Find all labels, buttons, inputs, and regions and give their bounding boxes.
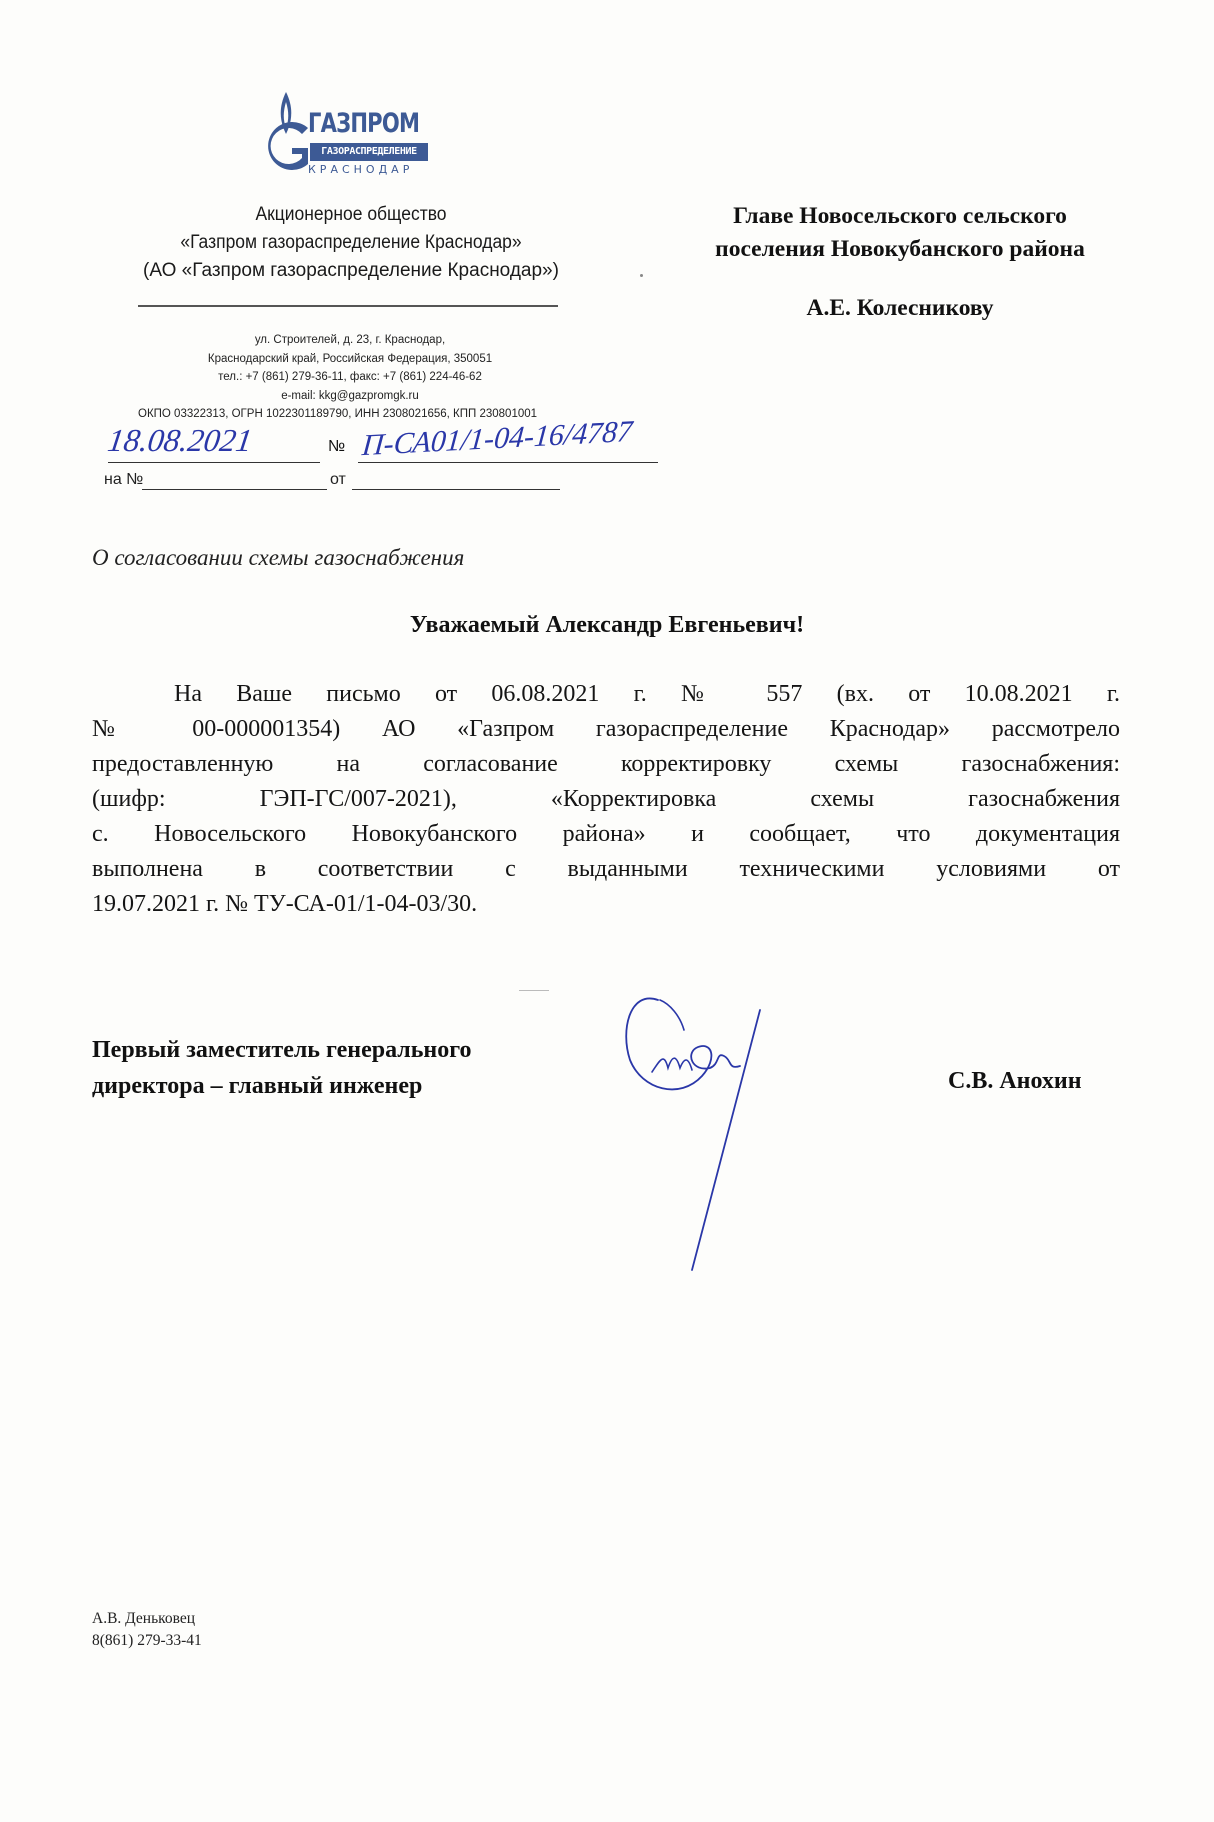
organization-name [110, 201, 592, 285]
organization-address [130, 331, 570, 424]
org-line: Акционерное общество [255, 204, 447, 225]
addressee-name: А.Е. Колесникову [806, 295, 994, 321]
body-line: предоставленную на согласование корректировку схемы газоснабжения: [92, 751, 1120, 777]
logo-wordmark: ГАЗПРОМ [308, 108, 420, 139]
address-line: e-mail: kkg@gazpromgk.ru [281, 389, 419, 402]
ref-number-label: на № [104, 471, 144, 488]
logo-subtitle-band: ГАЗОРАСПРЕДЕЛЕНИЕ [310, 143, 428, 161]
letter-greeting: Уважаемый Александр Евгеньевич! [409, 612, 805, 638]
date-underline [108, 462, 320, 463]
handwritten-reg-number: П-СА01/1-04-16/4787 [360, 414, 634, 463]
registration-codes: ОКПО 03322313, ОГРН 1022301189790, ИНН 2308021656, КПП 230801001 [138, 408, 538, 420]
org-line: (АО «Газпром газораспределение Краснодар») [143, 260, 559, 281]
signatory-title-line: директора – главный инженер [92, 1073, 423, 1099]
reference-row [100, 471, 580, 495]
ref-from-label: от [330, 471, 346, 488]
executor-name: А.В. Деньковец [92, 1610, 196, 1627]
ref-number-blank [142, 489, 327, 490]
handwritten-date: 18.08.2021 [105, 422, 255, 458]
addressee-line: Главе Новосельского сельского [733, 203, 1067, 229]
scan-speck [640, 274, 643, 277]
org-line: «Газпром газораспределение Краснодар» [180, 232, 522, 253]
body-line: 19.07.2021 г. № ТУ-СА-01/1-04-03/30. [92, 891, 478, 917]
body-line: На Ваше письмо от 06.08.2021 г. № 557 (вх. от 10.08.2021 г. [174, 681, 1120, 707]
body-line: с. Новосельского Новокубанского района» и сообщает, что документация [92, 821, 1120, 847]
address-line: ул. Строителей, д. 23, г. Краснодар, [254, 334, 446, 346]
signatory-title-line: Первый заместитель генерального [92, 1037, 472, 1063]
executor-phone: 8(861) 279-33-41 [92, 1632, 202, 1649]
letter-subject: О согласовании схемы газоснабжения [92, 545, 465, 570]
ref-date-blank [352, 489, 560, 490]
addressee-block [640, 200, 1160, 325]
handwritten-signature [600, 960, 770, 1280]
body-line: (шифр: ГЭП-ГС/007-2021), «Корректировка схемы газоснабжения [92, 786, 1120, 812]
body-line: выполнена в соответствии с выданными техническими условиями от [92, 856, 1120, 882]
executor-info [92, 1608, 202, 1652]
logo-city: КРАСНОДАР [308, 163, 414, 176]
address-line: Краснодарский край, Российская Федерация, 350051 [207, 352, 493, 365]
signatory-title [92, 1032, 472, 1104]
body-line: № 00-000001354) АО «Газпром газораспределение Краснодар» рассмотрело [92, 716, 1120, 742]
signatory-name: С.В. Анохин [948, 1068, 1082, 1094]
scan-speck [519, 990, 549, 991]
addressee-line: поселения Новокубанского района [715, 236, 1085, 262]
address-line: тел.: +7 (861) 279-36-11, факс: +7 (861) 224-46-62 [218, 371, 482, 383]
gazprom-logo [258, 88, 438, 182]
reg-number-label: № [328, 438, 346, 455]
letter-body [92, 677, 1120, 922]
number-underline [358, 462, 658, 463]
letterhead-divider [138, 305, 558, 307]
